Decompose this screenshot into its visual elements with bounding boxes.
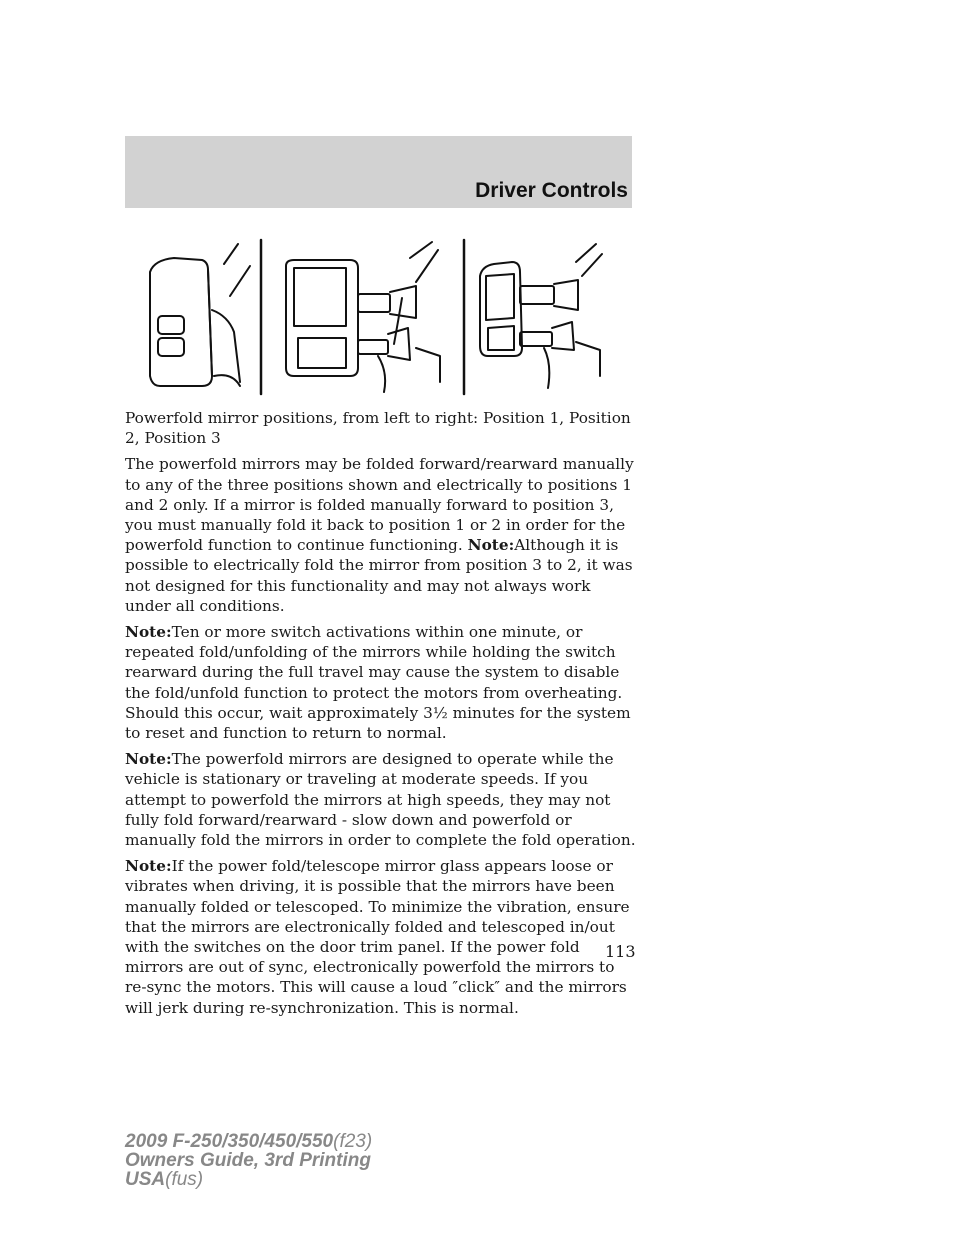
note-label: Note:: [125, 857, 172, 876]
section-title: Driver Controls: [475, 179, 628, 202]
page-number: 113: [605, 942, 636, 961]
mirror-position-2-image: [286, 242, 440, 392]
paragraph-4: [125, 856, 640, 1018]
footer-market-line: [125, 1170, 372, 1189]
footer-model-line: [125, 1132, 372, 1151]
paragraph-1: [125, 454, 640, 616]
footer-market: USA: [125, 1169, 166, 1190]
powerfold-mirror-positions-illustration: [140, 236, 606, 400]
figure-caption: Powerfold mirror positions, from left to right: Position 1, Position 2, Position 3: [125, 409, 631, 448]
mirror-position-1-image: [150, 244, 250, 386]
document-footer: [125, 1132, 372, 1189]
footer-guide: Owners Guide, 3rd Printing: [125, 1150, 371, 1171]
footer-model: 2009 F-250/350/450/550: [125, 1131, 334, 1152]
paragraph-4-text: If the power fold/telescope mirror glass appears loose or vibrates when driving, it is possible that the mirrors have been manually folded or telescoped. To minimize the vibration, ensure that the mirrors are electronically folded and telescoped in/out with the switches on the door trim panel. If the power fold mirrors are out of sync, electronically powerfold the mirrors to re-sync the motors. This will cause a loud ″click″ and the mirrors will jerk during re-synchronization. This is normal.: [125, 857, 630, 1017]
note-label: Note:: [467, 536, 515, 555]
paragraph-3-text: The powerfold mirrors are designed to operate while the vehicle is stationary or traveling at moderate speeds. If you attempt to powerfold the mirrors at high speeds, they may not fully fold forward/rearward - slow down and powerfold or manually fold the mirrors in order to complete the fold operation.: [125, 750, 636, 850]
paragraph-3: [125, 749, 640, 850]
page-body: [125, 408, 640, 1024]
footer-model-code: (f23): [333, 1131, 373, 1152]
paragraph-1-text: The powerfold mirrors may be folded forward/rearward manually to any of the three positions shown and electrically to positions 1 and 2 only. If a mirror is folded manually forward to position 3, you must manually fold it back to position 1 or 2 in order for the powerfold function to continue functioning.: [125, 455, 634, 555]
section-header: [125, 136, 632, 208]
note-label: Note:: [125, 750, 172, 769]
paragraph-2-text: Ten or more switch activations within one minute, or repeated fold/unfolding of the mirrors while holding the switch rearward during the full travel may cause the system to disable the fold/unfold function to protect the motors from overheating. Should this occur, wait approximately 3½ minutes for the system to reset and function to return to normal.: [125, 623, 631, 743]
paragraph-2: [125, 622, 640, 743]
paragraph-1-note-text: Although it is possible to electrically fold the mirror from position 3 to 2, it was not designed for this functionality and may not always work under all conditions.: [125, 536, 633, 615]
note-label: Note:: [125, 623, 172, 642]
mirror-position-3-image: [480, 244, 602, 388]
footer-market-code: (fus): [165, 1169, 204, 1190]
